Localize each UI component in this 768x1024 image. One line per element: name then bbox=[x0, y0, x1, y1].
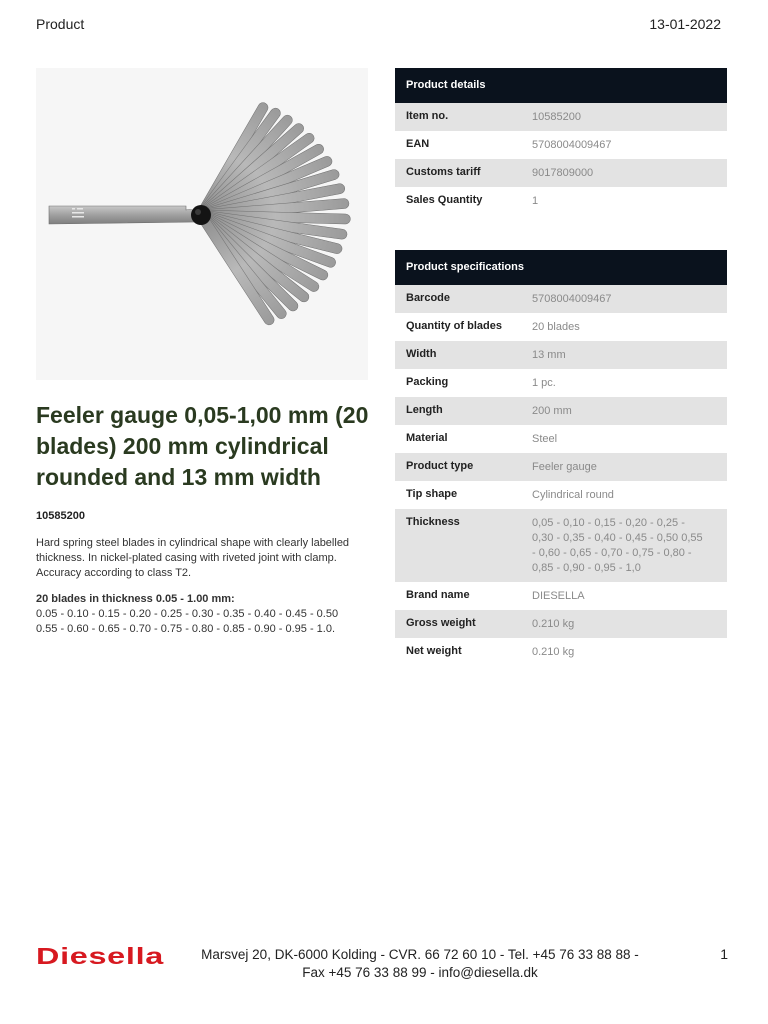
spec-row bbox=[395, 582, 727, 610]
spec-label: Length bbox=[406, 404, 443, 416]
footer-address-line: Marsvej 20, DK-6000 Kolding - CVR. 66 72 60 10 - Tel. +45 76 33 88 88 - bbox=[201, 947, 639, 962]
header-date: 13-01-2022 bbox=[649, 16, 721, 32]
spec-label: Brand name bbox=[406, 589, 470, 601]
details-value: 1 bbox=[532, 195, 539, 207]
product-specifications-heading: Product specifications bbox=[395, 250, 727, 285]
spec-value: 0.210 kg bbox=[532, 618, 575, 630]
spec-value: 13 mm bbox=[532, 349, 566, 361]
footer-contact bbox=[200, 946, 640, 982]
footer-contact-line: Fax +45 76 33 88 99 - info@diesella.dk bbox=[302, 965, 538, 980]
spec-value: 5708004009467 bbox=[532, 293, 612, 305]
spec-label: Net weight bbox=[406, 645, 462, 657]
product-sku: 10585200 bbox=[36, 510, 85, 522]
spec-value: Cylindrical round bbox=[532, 489, 614, 501]
spec-row bbox=[395, 453, 727, 481]
product-specifications-panel bbox=[395, 250, 727, 666]
product-details-panel bbox=[395, 68, 727, 215]
gauge-handle bbox=[49, 206, 196, 224]
spec-row bbox=[395, 369, 727, 397]
spec-row bbox=[395, 481, 727, 509]
spec-label: Gross weight bbox=[406, 617, 476, 629]
rivet bbox=[191, 205, 211, 225]
spec-row bbox=[395, 341, 727, 369]
spec-value: 20 blades bbox=[532, 321, 580, 333]
spec-row bbox=[395, 313, 727, 341]
details-row bbox=[395, 159, 727, 187]
handle-engraving bbox=[72, 208, 84, 218]
blade-thickness-heading: 20 blades in thickness 0.05 - 1.00 mm: bbox=[36, 593, 235, 605]
details-value: 10585200 bbox=[532, 111, 581, 123]
header-left-label: Product bbox=[36, 16, 85, 32]
details-label: Item no. bbox=[406, 110, 449, 122]
spec-value: Feeler gauge bbox=[532, 461, 597, 473]
spec-label: Packing bbox=[406, 376, 449, 388]
spec-label: Barcode bbox=[406, 292, 451, 304]
spec-label: Quantity of blades bbox=[406, 320, 502, 332]
page-number: 1 bbox=[720, 946, 728, 962]
blade-thickness-list bbox=[36, 592, 376, 637]
spec-row bbox=[395, 509, 727, 582]
spec-value: 0.210 kg bbox=[532, 646, 575, 658]
details-label: Customs tariff bbox=[406, 166, 481, 178]
spec-row bbox=[395, 425, 727, 453]
product-image bbox=[36, 68, 368, 380]
product-description: Hard spring steel blades in cylindrical shape with clearly labelled thickness. In nickel-plated casing with riveted joint with clamp. Accuracy according to class T2. bbox=[36, 537, 350, 579]
details-row bbox=[395, 187, 727, 215]
diesella-logo-wordmark bbox=[36, 946, 166, 966]
details-row bbox=[395, 131, 727, 159]
details-label: Sales Quantity bbox=[406, 194, 483, 206]
spec-value: Steel bbox=[532, 433, 558, 445]
spec-row bbox=[395, 638, 727, 666]
spec-label: Product type bbox=[406, 460, 474, 472]
spec-label: Thickness bbox=[406, 516, 460, 528]
diesella-logo bbox=[36, 946, 166, 971]
spec-label: Material bbox=[406, 432, 448, 444]
blade-thickness-line: 0.05 - 0.10 - 0.15 - 0.20 - 0.25 - 0.30 - 0.35 - 0.40 - 0.45 - 0.50 bbox=[36, 608, 339, 620]
spec-row bbox=[395, 285, 727, 313]
details-label: EAN bbox=[406, 138, 430, 150]
blade-thickness-line: 0.55 - 0.60 - 0.65 - 0.70 - 0.75 - 0.80 - 0.85 - 0.90 - 0.95 - 1.0. bbox=[36, 623, 336, 635]
details-value: 9017809000 bbox=[532, 167, 594, 179]
product-details-heading: Product details bbox=[395, 68, 727, 103]
details-row bbox=[395, 103, 727, 131]
spec-value: 0,05 - 0,10 - 0,15 - 0,20 - 0,25 - 0,30 - 0,35 - 0,40 - 0,45 - 0,50 0,55 - 0,60 - 0,65 - 0,70 - 0,75 - 0,80 - 0,85 - 0,90 - 0,95 - 1,0 bbox=[532, 517, 703, 574]
product-title: Feeler gauge 0,05-1,00 mm (20 blades) 200 mm cylindrical rounded and 13 mm width bbox=[36, 402, 369, 490]
spec-value: 200 mm bbox=[532, 405, 572, 417]
spec-row bbox=[395, 610, 727, 638]
spec-value: 1 pc. bbox=[532, 377, 556, 389]
svg-text:Diesella: Diesella bbox=[36, 946, 164, 966]
spec-label: Tip shape bbox=[406, 488, 458, 500]
feeler-gauge-illustration bbox=[36, 68, 368, 380]
spec-label: Width bbox=[406, 348, 437, 360]
details-value: 5708004009467 bbox=[532, 139, 612, 151]
spec-row bbox=[395, 397, 727, 425]
spec-value: DIESELLA bbox=[532, 590, 585, 602]
